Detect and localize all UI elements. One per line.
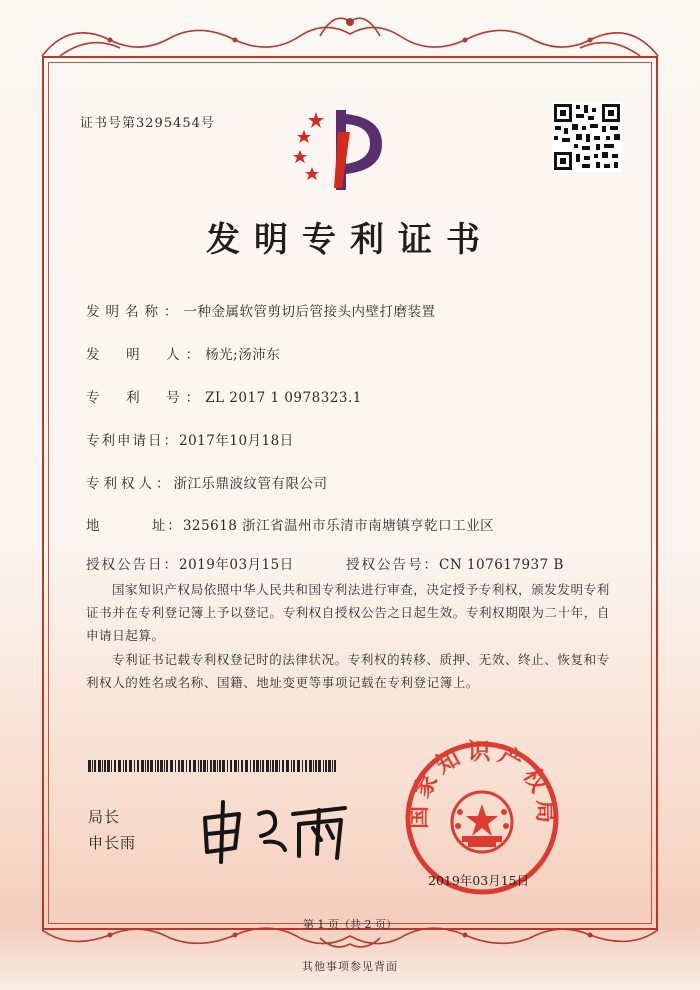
invention-name-label: 发明名称： xyxy=(86,304,184,320)
grant-number-row xyxy=(346,553,564,573)
invention-name-row xyxy=(86,300,436,320)
certificate-title: 发明专利证书 xyxy=(206,220,494,260)
seal-date: 2019年03月15日 xyxy=(428,873,530,888)
barcode xyxy=(88,760,338,772)
inventor-label: 发 明 人： xyxy=(86,347,206,363)
patentee-value: 浙江乐鼎波纹管有限公司 xyxy=(173,476,328,492)
signatory-title: 局长 xyxy=(88,808,121,826)
handwritten-signature xyxy=(195,796,365,866)
page-number: 第 1 页（共 2 页） xyxy=(303,918,397,931)
patentee-row xyxy=(86,472,328,492)
filing-date-label: 专利申请日： xyxy=(86,433,179,449)
seal-text: 国家知识产权局 xyxy=(404,738,560,830)
patentee-label: 专利权人： xyxy=(86,476,174,492)
signatory-name: 申长雨 xyxy=(88,834,137,852)
invention-name-value: 一种金属软管剪切后管接头内壁打磨装置 xyxy=(183,304,436,320)
certificate-number: 证书号第3295454号 xyxy=(80,116,215,131)
filing-date-row xyxy=(86,429,294,449)
grant-number-label: 授权公告号： xyxy=(346,557,439,573)
patent-number-row xyxy=(86,386,362,406)
filing-date-value: 2017年10月18日 xyxy=(179,433,294,449)
address-value: 325618 浙江省温州市乐清市南塘镇亨乾口工业区 xyxy=(182,518,495,534)
grant-number-value: CN 107617937 B xyxy=(439,557,564,573)
inventor-row xyxy=(86,343,280,363)
address-row xyxy=(86,514,494,534)
cnipa-logo xyxy=(290,104,390,196)
footer-note: 其他事项参见背面 xyxy=(302,960,398,973)
grant-date-row xyxy=(86,553,294,573)
grant-date-label: 授权公告日： xyxy=(86,557,179,573)
grant-date-value: 2019年03月15日 xyxy=(179,557,294,573)
address-label: 地 址： xyxy=(86,518,183,534)
bottom-ornament xyxy=(0,880,700,950)
legal-status-paragraph: 专利证书记载专利权登记时的法律状况。专利权的转移、质押、无效、终止、恢复和专利权人的姓名或名称、国籍、地址变更等事项记载在专利登记簿上。 xyxy=(86,652,610,690)
inventor-value: 杨光;汤沛东 xyxy=(205,347,281,363)
grant-paragraph: 国家知识产权局依照中华人民共和国专利法进行审查，决定授予专利权，颁发发明专利证书并在专利登记簿上予以登记。专利权自授权公告之日起生效。专利权期限为二十年，自申请日起算。 xyxy=(86,582,611,643)
top-ornament xyxy=(0,0,700,90)
patent-number-value: ZL 2017 1 0978323.1 xyxy=(205,390,362,406)
patent-number-label: 专 利 号： xyxy=(86,390,206,406)
qr-code xyxy=(552,102,622,172)
